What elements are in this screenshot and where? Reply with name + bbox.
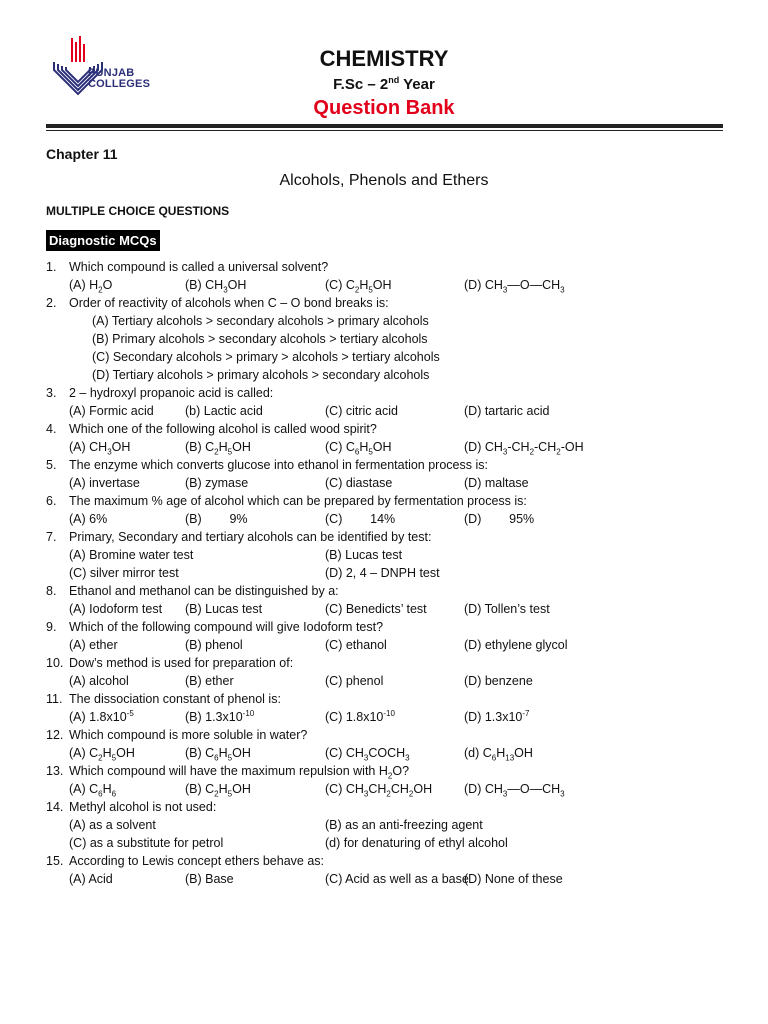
option: (A) $C_2H_5OH$ [69,746,135,763]
option: (B) zymase [185,476,249,490]
option: (D) None of these [464,872,563,886]
question-number: 7. [46,530,57,544]
option: (D) benzene [464,674,533,688]
options-row [46,510,746,528]
header-rule-thin [46,130,723,131]
option: (D) tartaric acid [464,404,550,418]
question-row [46,492,746,510]
question-text: 2 – hydroxyl propanoic acid is called: [69,386,274,400]
question-row [46,528,746,546]
option: (D) $CH_3—O—CH_3$ [464,278,565,295]
question-number: 14. [46,800,64,814]
question-number: 11. [46,692,63,706]
question-row [46,258,746,276]
option: (C) $CH_3COCH_3$ [325,746,410,763]
option: (D) 95% [464,512,535,526]
question-number: 1. [46,260,57,274]
question-text: Methyl alcohol is not used: [69,800,217,814]
page-title: CHEMISTRY [319,46,449,71]
options-row [46,474,746,492]
question-row [46,654,746,672]
options-row [46,834,746,852]
options-row [46,330,746,348]
question-row [46,798,746,816]
option: (B) Lucas test [325,548,403,562]
question-text: Which compound is more soluble in water? [69,728,308,742]
options-row [46,348,746,366]
options-row [46,546,746,564]
option: (C) citric acid [325,404,398,418]
option: (B) $1.3x10^{-10}$ [185,708,255,724]
option: (C) Acid as well as a base [325,872,469,886]
question-text: Order of reactivity of alcohols when C – O bond breaks is: [69,296,389,310]
option: (A) Bromine water test [69,548,194,562]
question-row [46,762,746,780]
options-row [46,402,746,420]
option: (A) Formic acid [69,404,154,418]
question-number: 9. [46,620,57,634]
option: (D) ethylene glycol [464,638,568,652]
options-row [46,744,746,762]
option: (d) $C_6H_{13}OH$ [464,746,533,763]
option: (B) ether [185,674,234,688]
option: (B) $C_2H_5OH$ [185,440,251,457]
question-text: Which compound will have the maximum repulsion with $H_2O$? [69,764,410,781]
question-text: According to Lewis concept ethers behave as: [69,854,325,868]
option: (C) $CH_3CH_2CH_2OH$ [325,782,433,799]
question-number: 8. [46,584,57,598]
question-row [46,726,746,744]
options-row [46,708,746,726]
question-text: The dissociation constant of phenol is: [69,692,281,706]
options-row [46,312,746,330]
option: (D) 2, 4 – DNPH test [325,566,440,580]
question-row [46,690,746,708]
options-row [46,600,746,618]
question-text: The enzyme which converts glucose into ethanol in fermentation process is: [69,458,488,472]
options-row [46,780,746,798]
option: (B) $C_6H_5OH$ [185,746,251,763]
options-row [46,438,746,456]
chapter-label: Chapter 11 [46,146,118,162]
question-row [46,618,746,636]
option: (C) as a substitute for petrol [69,836,224,850]
header-rule-thick [46,124,723,128]
section-heading: MULTIPLE CHOICE QUESTIONS [46,204,230,218]
option: (A) $H_2O$ [69,278,113,295]
question-number: 3. [46,386,57,400]
question-number: 4. [46,422,57,436]
question-number: 15. [46,854,64,868]
options-row [46,276,746,294]
option: (B) Base [185,872,234,886]
option: (D) maltase [464,476,529,490]
option: (B) $CH_3OH$ [185,278,247,295]
question-number: 13. [46,764,64,778]
question-text: The maximum % age of alcohol which can be prepared by fermentation process is: [69,494,527,508]
option: (A) ether [69,638,118,652]
option: (A) Iodoform test [69,602,163,616]
option: (B) as an anti-freezing agent [325,818,483,832]
options-row [46,636,746,654]
question-row [46,456,746,474]
option: (C) diastase [325,476,393,490]
question-number: 2. [46,296,57,310]
option: (A) $C_6H_6$ [69,782,117,799]
option: (A) 6% [69,512,108,526]
option: (B) Primary alcohols > secondary alcohols > tertiary alcohols [92,332,428,346]
option: (B) 9% [185,512,248,526]
question-text: Which of the following compound will give Iodoform test? [69,620,384,634]
question-text: Dow’s method is used for preparation of: [69,656,294,670]
question-text: Which one of the following alcohol is called wood spirit? [69,422,377,436]
option: (C) 14% [325,512,396,526]
option: (A) Acid [69,872,113,886]
option: (C) $1.8x10^{-10}$ [325,708,395,724]
question-text: Primary, Secondary and tertiary alcohols can be identified by test: [69,530,432,544]
option: (C) silver mirror test [69,566,179,580]
option: (D) $CH_3—O—CH_3$ [464,782,565,799]
question-row [46,852,746,870]
options-row [46,870,746,888]
question-row [46,384,746,402]
option: (C) ethanol [325,638,387,652]
question-list [46,258,746,888]
option: (C) $C_2H_5OH$ [325,278,392,295]
option: (C) phenol [325,674,384,688]
option: (B) Lucas test [185,602,263,616]
options-row [46,672,746,690]
option: (A) $1.8x10^{-5}$ [69,708,134,724]
options-row [46,366,746,384]
option: (D) Tollen’s test [464,602,550,616]
option: (A) invertase [69,476,140,490]
option: (A) $CH_3OH$ [69,440,131,457]
question-row [46,294,746,312]
option: (A) Tertiary alcohols > secondary alcohols > primary alcohols [92,314,429,328]
option: (C) Benedicts’ test [325,602,427,616]
question-number: 6. [46,494,57,508]
chapter-title: Alcohols, Phenols and Ethers [279,172,489,189]
option: (D) $CH_3-CH_2-CH_2-OH$ [464,440,584,457]
question-text: Ethanol and methanol can be distinguished by a: [69,584,339,598]
option: (d) for denaturing of ethyl alcohol [325,836,508,850]
question-row [46,582,746,600]
question-bank-heading: Question Bank [313,97,455,119]
question-row [46,420,746,438]
option: (B) phenol [185,638,243,652]
question-number: 12. [46,728,64,742]
option: (D) Tertiary alcohols > primary alcohols > secondary alcohols [92,368,430,382]
question-number: 5. [46,458,57,472]
option: (b) Lactic acid [185,404,263,418]
option: (A) alcohol [69,674,129,688]
subsection-label: Diagnostic MCQs [46,230,160,251]
options-row [46,564,746,582]
question-text: Which compound is called a universal solvent? [69,260,329,274]
page-subtitle: F.Sc – 2nd Year [333,75,435,93]
logo-text: PUNJAB COLLEGES [88,67,151,90]
option: (D) $1.3x10^{-7}$ [464,708,530,724]
options-row [46,816,746,834]
option: (B) $C_2H_5OH$ [185,782,251,799]
option: (A) as a solvent [69,818,156,832]
option: (C) Secondary alcohols > primary > alcohols > tertiary alcohols [92,350,440,364]
question-number: 10. [46,656,64,670]
option: (C) $C_6H_5OH$ [325,440,392,457]
